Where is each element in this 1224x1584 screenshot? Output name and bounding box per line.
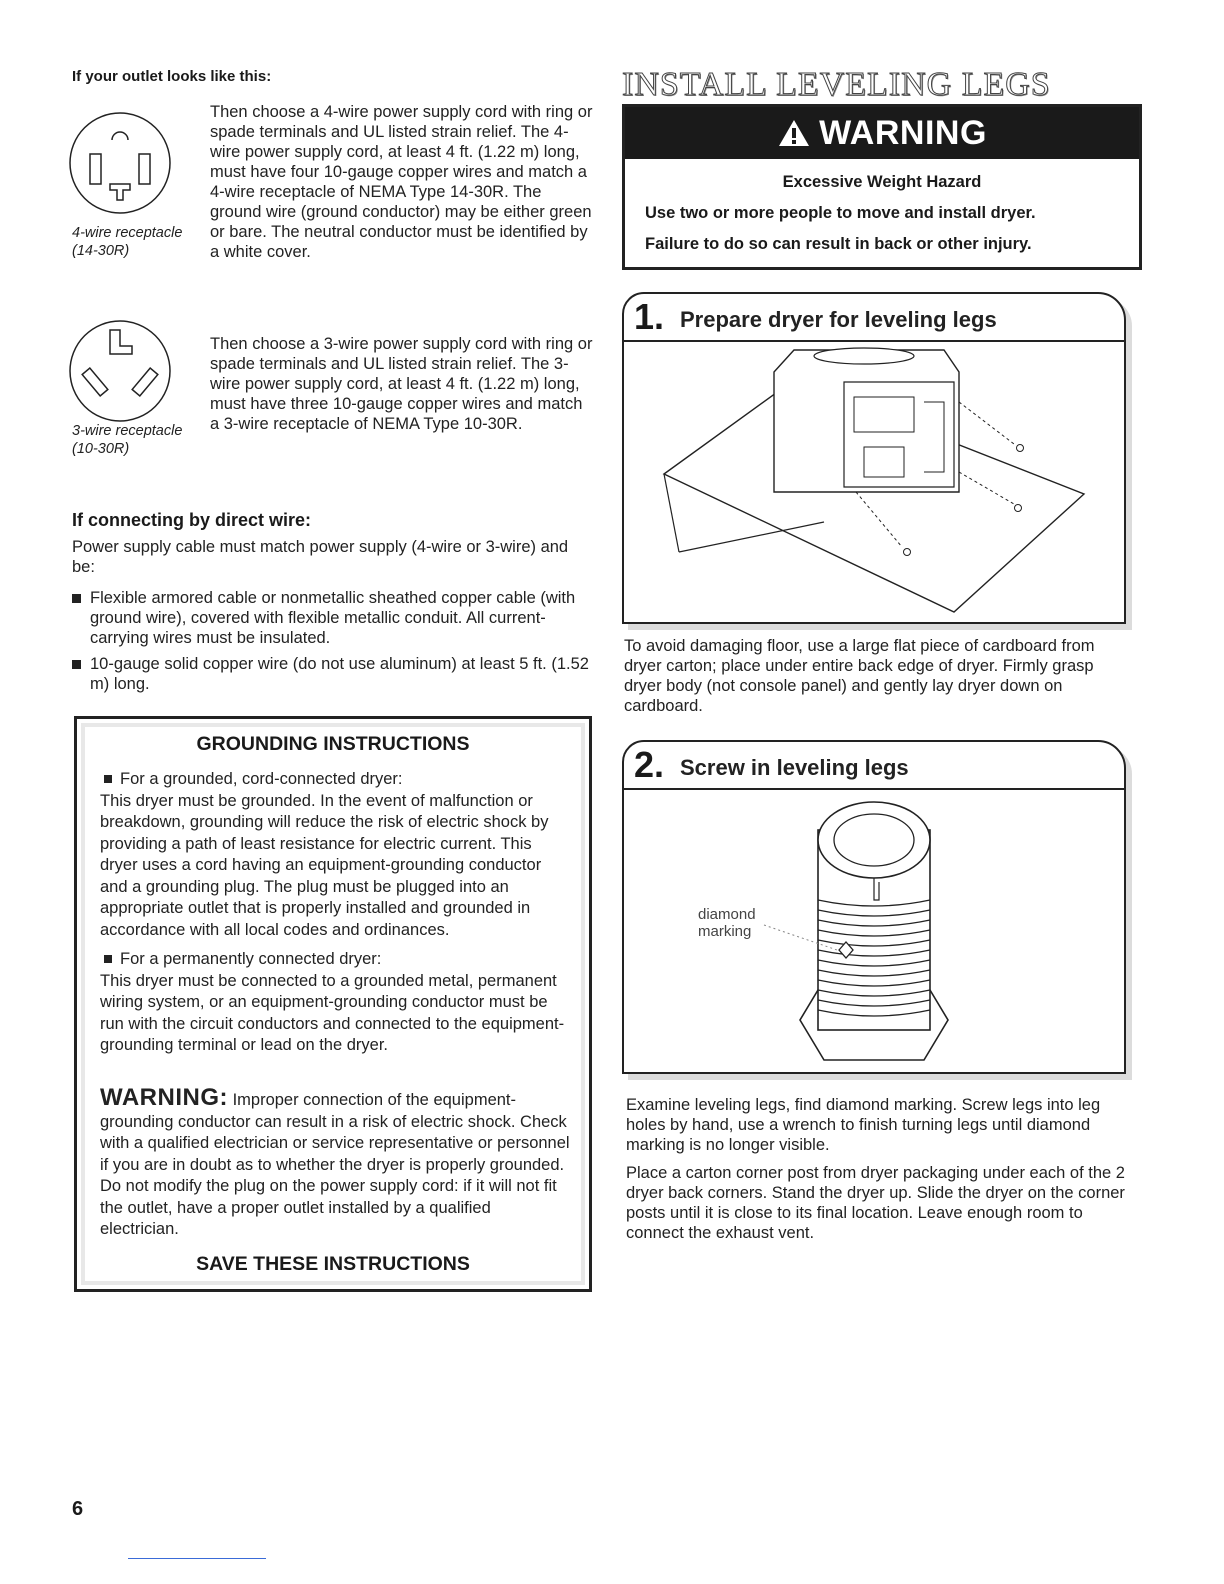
outlet4-caption-line1: 4-wire receptacle [72,225,183,241]
warning-banner-text: WARNING [819,113,987,152]
warning-hazard: Excessive Weight Hazard [782,173,982,191]
step2-number: 2. [634,744,665,785]
step2-caption1: Examine leveling legs, find diamond marking. Screw legs into leg holes by hand, use a wrench to finish turning legs until diamond marking is no longer visible. [626,1096,1101,1154]
save-instructions-title: SAVE THESE INSTRUCTIONS [196,1253,470,1275]
grounding-item2-text: This dryer must be connected to a grounded metal, permanent wiring system, or an equipment-grounding conductor must be run with the circuit conductors and connected to the equipment-grounding terminal or lead on the dryer. [100,971,565,1054]
warning-triangle-icon [777,118,811,148]
bullet-icon [104,775,112,783]
warning-line1: Use two or more people to move and install dryer. [645,204,1036,222]
diamond-label-line1: diamond [698,906,756,923]
direct-wire-list [72,588,592,700]
step1-box [622,292,1126,624]
grounding-warning-text: Improper connection of the equipment-grounding conductor can result in a risk of electric shock. Check with a qualified electrician or service representative or personnel if you are in doubt as to whether the dryer is properly grounded. Do not modify the plug on the power supply cord: if it will not fit the outlet, have a proper outlet installed by a qualified electrician. [100,1091,570,1238]
3-wire-receptacle-icon [60,316,180,426]
list-item [72,654,592,694]
grounding-item2-label: For a permanently connected dryer: [120,950,382,968]
dryer-on-cardboard-illustration [624,342,1124,618]
step2-header [624,742,1124,790]
grounding-item1 [100,769,570,941]
section-title: INSTALL LEVELING LEGS [622,66,1051,103]
bullet-icon [72,594,81,603]
page-number: 6 [72,1498,84,1520]
outlet3-caption [72,422,212,458]
direct-wire-heading: If connecting by direct wire: [72,510,312,530]
step2-caption2: Place a carton corner post from dryer packaging under each of the 2 dryer back corners. Stand the dryer up. Slide the dryer on the corner posts until it is close to its final location. Leave enough room to connect the exhaust vent. [626,1164,1125,1242]
bullet-icon [104,955,112,963]
grounding-item2-label-row [100,949,570,971]
warning-box [622,104,1142,270]
step1-number: 1. [634,296,665,337]
outlet3-caption-line2: (10-30R) [72,441,130,457]
list-item-text: 10-gauge solid copper wire (do not use aluminum) at least 5 ft. (1.52 m) long. [90,655,589,693]
step2-title: Screw in leveling legs [680,755,909,780]
outlet4-description: Then choose a 4-wire power supply cord with ring or spade terminals and UL listed strain relief. The 4-wire power supply cord, at least 4 ft. (1.22 m) long, must have four 10-gauge copper wires and match a 4-wire receptacle of NEMA Type 14-30R. The ground wire (ground conductor) may be either green or bare. The neutral conductor must be identified by a white cover. [210,103,593,261]
list-item [72,588,592,648]
warning-banner [625,107,1139,159]
outlet3-caption-line1: 3-wire receptacle [72,423,183,439]
diamond-label-line2: marking [698,923,752,940]
outlet-heading: If your outlet looks like this: [72,68,272,85]
list-item-text: Flexible armored cable or nonmetallic sheathed copper cable (with ground wire), covered with flexible metallic conduit. All current-carrying wires must be insulated. [90,589,576,647]
step2-box [622,740,1126,1074]
grounding-item1-label: For a grounded, cord-connected dryer: [120,770,403,788]
direct-wire-intro: Power supply cable must match power supply (4-wire or 3-wire) and be: [72,538,569,576]
diamond-marking-label [698,906,756,940]
grounding-warning [100,1084,570,1241]
step1-title: Prepare dryer for leveling legs [680,307,997,332]
grounding-warning-word: WARNING: [100,1084,228,1111]
grounding-item2 [100,949,570,1057]
grounding-instructions-box [74,716,592,1292]
grounding-item1-text: This dryer must be grounded. In the event of malfunction or breakdown, grounding will reduce the risk of electric shock by providing a path of least resistance for electric current. This dryer uses a cord having an equipment-grounding conductor and a grounding plug. The plug must be plugged into an appropriate outlet that is properly installed and grounded in accordance with all local codes and ordinances. [100,791,549,939]
grounding-item1-label-row [100,769,570,791]
step1-header [624,294,1124,342]
warning-line2: Failure to do so can result in back or other injury. [645,235,1032,253]
bullet-icon [72,660,81,669]
outlet4-caption [72,224,212,260]
grounding-title: GROUNDING INSTRUCTIONS [196,733,470,755]
outlet4-caption-line2: (14-30R) [72,243,130,259]
outlet3-description: Then choose a 3-wire power supply cord with ring or spade terminals and UL listed strain relief. The 3-wire power supply cord, at least 4 ft. (1.22 m) long, must have three 10-gauge copper wires and match a 3-wire receptacle of NEMA Type 10-30R. [210,335,593,433]
4-wire-receptacle-icon [60,108,180,218]
step1-caption: To avoid damaging floor, use a large flat piece of cardboard from dryer carton; place under entire back edge of dryer. Firmly grasp dryer body (not console panel) and gently lay dryer down on cardboard. [624,637,1095,715]
footer-rule [128,1558,266,1559]
